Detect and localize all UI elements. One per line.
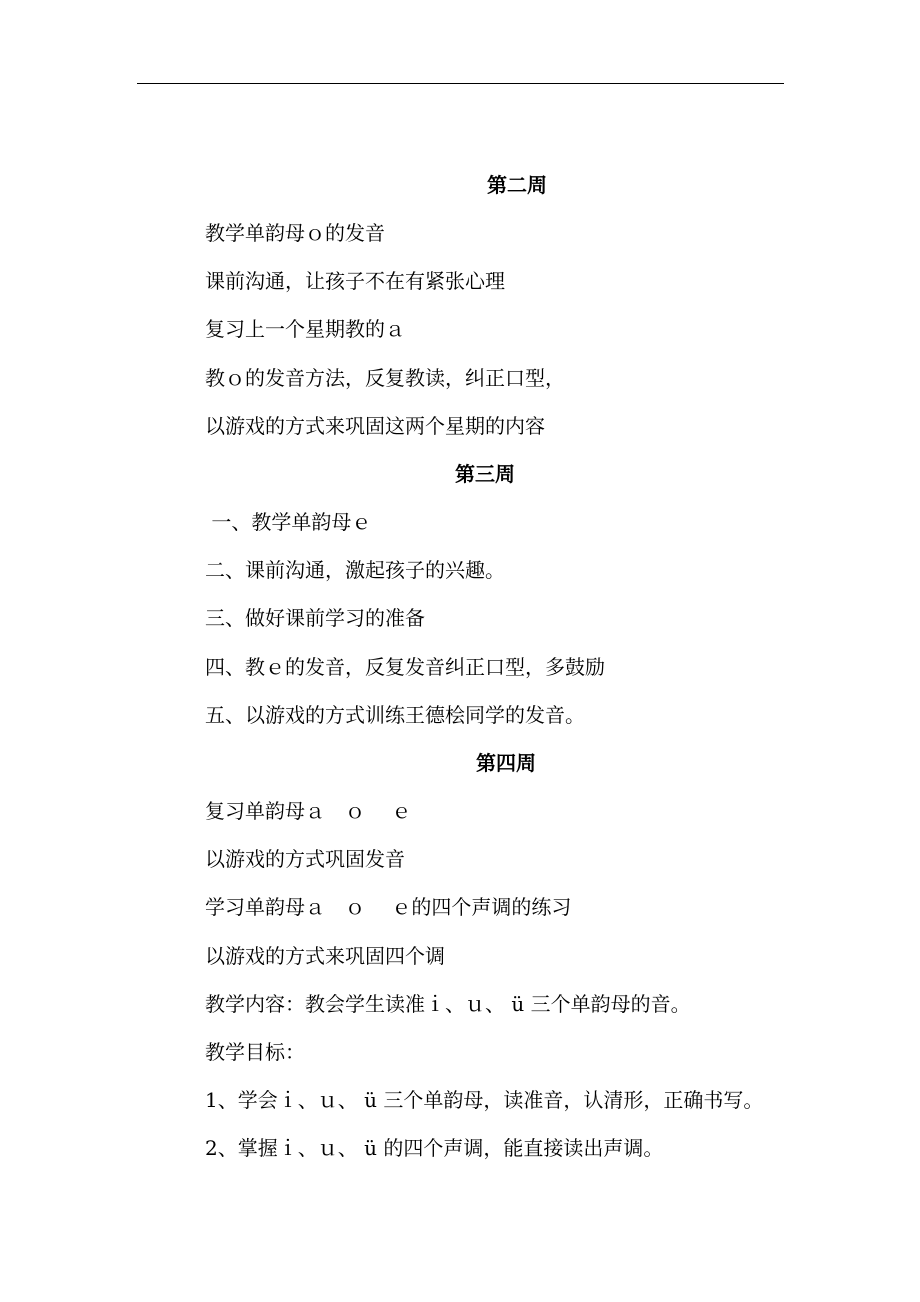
week2-line: 教ｏ的发音方法，反复教读，纠正口型， [205,366,565,390]
week4-heading: 第四周 [476,751,536,775]
week2-line: 课前沟通，让孩子不在有紧张心理 [205,269,505,293]
week3-line: 三、做好课前学习的准备 [205,606,425,630]
week2-line: 复习上一个星期教的ａ [205,317,405,341]
week4-line: 学习单韵母ａ ｏ ｅ的四个声调的练习 [205,895,572,919]
week4-line: 以游戏的方式来巩固四个调 [205,944,445,968]
lesson-goals-title: 教学目标： [205,1040,305,1064]
week3-line: 四、教ｅ的发音，反复发音纠正口型，多鼓励 [205,655,605,679]
page-top-rule [137,83,784,84]
week2-heading: 第二周 [487,173,547,197]
lesson-content: 教学内容：教会学生读准ｉ、ｕ、 ü 三个单韵母的音。 [205,992,691,1016]
week4-line: 以游戏的方式巩固发音 [205,847,405,871]
week3-heading: 第三周 [455,462,515,486]
week2-line: 教学单韵母ｏ的发音 [205,221,385,245]
week3-line: 二、课前沟通，激起孩子的兴趣。 [205,558,505,582]
week2-line: 以游戏的方式来巩固这两个星期的内容 [205,414,545,438]
lesson-goal-item: 2、掌握ｉ、ｕ、 ü 的四个声调，能直接读出声调。 [205,1136,664,1160]
week3-line: 五、以游戏的方式训练王德桧同学的发音。 [205,703,585,727]
lesson-goal-item: 1、学会ｉ、ｕ、 ü 三个单韵母，读准音，认清形，正确书写。 [205,1088,764,1112]
week4-line: 复习单韵母ａ ｏ ｅ [205,799,412,823]
week3-line: 一、教学单韵母ｅ [205,510,372,534]
